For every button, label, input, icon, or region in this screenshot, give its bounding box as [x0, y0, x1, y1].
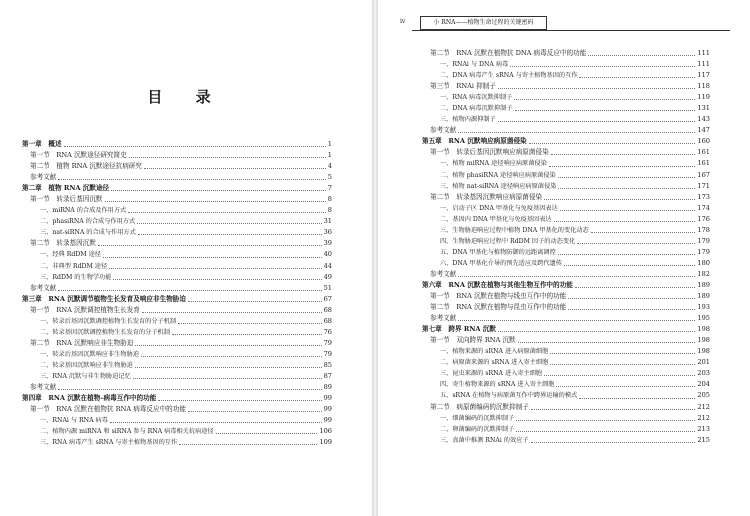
- toc-leader-dots: [588, 55, 695, 56]
- toc-entry-title: 二、病原菌来源的 sRNA 进入寄主细胞: [440, 359, 549, 367]
- toc-page-number: 67: [323, 294, 332, 303]
- toc-page-number: 119: [697, 93, 710, 102]
- toc-page-number: 213: [697, 424, 710, 433]
- toc-leader-dots: [110, 422, 322, 423]
- toc-entry-title: 五、DNA 甲基化与植物防御的远距离调控: [440, 248, 556, 256]
- toc-page-number: 131: [697, 104, 710, 113]
- toc-entry-title: 一、植物来源的 sRNA 进入病原菌细胞: [440, 348, 549, 356]
- toc-entry[interactable]: [422, 214, 710, 225]
- toc-page-number: 179: [697, 247, 710, 256]
- toc-entry-title: 二、转录基因沉默响应非生物胁迫: [40, 361, 133, 369]
- header-book-title: 小 RNA——植物生命过程的关键密码: [420, 16, 547, 30]
- toc-entry[interactable]: [22, 238, 332, 249]
- toc-entry-title: 二、非典型 RdDM 途径: [40, 262, 108, 270]
- toc-entry[interactable]: [22, 161, 332, 172]
- toc-leader-dots: [142, 312, 322, 313]
- toc-entry[interactable]: [422, 346, 710, 357]
- toc-entry-title: 第四章 RNA 沉默在植物–病毒互作中的功能: [22, 394, 157, 403]
- toc-leader-dots: [141, 356, 322, 357]
- toc-entry[interactable]: [422, 269, 710, 280]
- toc-entry[interactable]: [422, 247, 710, 258]
- toc-leader-dots: [129, 157, 326, 158]
- toc-page-number: 179: [697, 236, 710, 245]
- toc-page-number: 212: [697, 413, 710, 422]
- toc-entry-title: 三、生物胁迫响应过程中植物 DNA 甲基化的变化动态: [440, 226, 589, 234]
- toc-entry[interactable]: [422, 125, 710, 136]
- toc-page-number: 40: [323, 250, 332, 259]
- toc-entry[interactable]: [22, 415, 332, 426]
- toc-page-number: 8: [327, 206, 332, 215]
- toc-entry[interactable]: [22, 194, 332, 205]
- toc-page-number: 4: [327, 162, 332, 171]
- right-page: [378, 0, 750, 516]
- toc-entry[interactable]: [22, 360, 332, 371]
- toc-entry-title: 四、生物胁迫响应过程中 RdDM 因子的动态变化: [440, 237, 576, 245]
- toc-entry-title: 三、RNA 沉默与非生物胁迫记忆: [40, 372, 131, 380]
- toc-entry-title: 第二节 转录基因沉默: [30, 239, 96, 248]
- toc-page-number: 87: [323, 371, 332, 380]
- toc-entry[interactable]: [422, 59, 710, 70]
- toc-page-number: 215: [697, 435, 710, 444]
- toc-leader-dots: [591, 232, 696, 233]
- toc-entry[interactable]: [22, 371, 332, 382]
- toc-entry[interactable]: [422, 203, 710, 214]
- toc-entry-title: 第一章 概述: [22, 140, 62, 148]
- toc-entry-title: 一、植物 miRNA 途径响应病原菌侵染: [440, 160, 547, 168]
- toc-entry[interactable]: [422, 170, 710, 181]
- toc-page-number: 193: [697, 303, 710, 312]
- toc-leader-dots: [550, 364, 695, 365]
- toc-entry-title: 参考文献: [30, 283, 57, 292]
- toc-entry[interactable]: [22, 183, 332, 194]
- toc-entry[interactable]: [22, 283, 332, 294]
- toc-entry[interactable]: [422, 48, 710, 59]
- toc-page-number: 198: [697, 336, 710, 345]
- toc-leader-dots: [133, 378, 322, 379]
- toc-leader-dots: [544, 199, 695, 200]
- toc-page-number: 161: [697, 159, 710, 168]
- toc-entry[interactable]: [22, 227, 332, 238]
- toc-leader-dots: [498, 331, 695, 332]
- toc-leader-dots: [458, 320, 695, 321]
- toc-entry[interactable]: [422, 313, 710, 324]
- toc-entry-title: 第二节 RNA 沉默在植物抗 DNA 病毒反应中的功能: [430, 49, 587, 57]
- toc-page-number: 85: [323, 360, 332, 369]
- toc-entry[interactable]: [22, 316, 332, 327]
- toc-page-number: 173: [697, 192, 710, 201]
- toc-leader-dots: [531, 409, 696, 410]
- toc-page-number: 111: [697, 60, 710, 69]
- toc-entry-title: 二、转录基因沉默调控植物生长发育的分子机制: [40, 328, 170, 336]
- toc-leader-dots: [135, 345, 321, 346]
- toc-entry-title: 六、DNA 甲基化介导的预先适应及跨代遗传: [440, 259, 562, 267]
- toc-leader-dots: [558, 177, 696, 178]
- toc-page-number: 31: [323, 217, 332, 226]
- toc-entry[interactable]: [422, 70, 710, 81]
- toc-entry-title: 二、卵菌编码的沉默抑制子: [440, 425, 515, 433]
- toc-entry[interactable]: [22, 261, 332, 272]
- toc-entry-title: 一、miRNA 的合成及作用方式: [40, 207, 127, 215]
- toc-entry[interactable]: [422, 368, 710, 379]
- toc-entry-title: 三、RdDM 的生物学功能: [40, 273, 112, 281]
- toc-entry-title: 第一节 转录后基因沉默响应病原菌侵染: [430, 148, 549, 157]
- toc-leader-dots: [558, 188, 695, 189]
- toc-entry[interactable]: [422, 92, 710, 103]
- toc-page-number: 76: [323, 327, 332, 336]
- toc-leader-dots: [135, 367, 322, 368]
- toc-entry[interactable]: [22, 172, 332, 183]
- toc-page-number: 198: [697, 325, 710, 334]
- toc-page-number: 204: [697, 380, 710, 389]
- toc-entry-title: 第二节 RNA 沉默响应非生物胁迫: [30, 338, 134, 347]
- toc-leader-dots: [138, 234, 322, 235]
- toc-leader-dots: [579, 77, 695, 78]
- toc-page-number: 212: [697, 402, 710, 411]
- toc-leader-dots: [516, 431, 695, 432]
- toc-page-number: 39: [323, 239, 332, 248]
- toc-entry-title: 一、RNA 病毒沉默抑制子: [440, 94, 513, 102]
- toc-page-number: 99: [323, 394, 332, 403]
- toc-entry-title: 第二节 病原菌编码的沉默抑制子: [430, 402, 529, 411]
- toc-leader-dots: [514, 99, 695, 100]
- toc-entry-title: 一、转录后基因沉默调控植物生长发育的分子机制: [40, 317, 177, 325]
- toc-entry-title: 参考文献: [430, 126, 457, 135]
- toc-page-number: 182: [697, 269, 710, 278]
- toc-entry-title: 第一节 RNA 沉默途径研究简史: [30, 151, 127, 160]
- toc-entry-title: 参考文献: [430, 314, 457, 323]
- toc-entry[interactable]: [22, 150, 332, 161]
- toc-entry[interactable]: [22, 294, 332, 305]
- toc-page-number: 79: [323, 349, 332, 358]
- toc-entry-title: 参考文献: [30, 383, 57, 392]
- toc-page-number: 118: [697, 82, 710, 91]
- toc-entry[interactable]: [22, 327, 332, 338]
- toc-leader-dots: [58, 389, 321, 390]
- toc-leader-dots: [568, 298, 695, 299]
- toc-page-number: 147: [697, 126, 710, 135]
- toc-page-number: 109: [319, 438, 332, 447]
- toc-leader-dots: [575, 287, 696, 288]
- toc-leader-dots: [550, 353, 695, 354]
- toc-entry-title: 二、植物 phasiRNA 途径响应病原菌侵染: [440, 171, 556, 179]
- toc-page-number: 5: [327, 173, 332, 182]
- toc-page-number: 99: [323, 416, 332, 425]
- toc-entry-title: 第二节 转录基因沉默响应病原菌侵染: [430, 192, 543, 201]
- toc-leader-dots: [579, 398, 695, 399]
- toc-leader-dots: [516, 420, 695, 421]
- toc-page-number: 161: [697, 148, 710, 157]
- toc-entry-title: 第二节 植物 RNA 沉默途径抗病研究: [30, 162, 142, 171]
- toc-page-number: 36: [323, 228, 332, 237]
- toc-leader-dots: [458, 276, 695, 277]
- toc-entry-title: 二、phasiRNA 的合成与作用方式: [40, 218, 136, 226]
- toc-page-number: 106: [319, 427, 332, 436]
- toc-page-number: 89: [323, 383, 332, 392]
- toc-entry[interactable]: [22, 349, 332, 360]
- toc-entry-title: 参考文献: [30, 173, 57, 182]
- toc-page-number: 203: [697, 369, 710, 378]
- toc-leader-dots: [172, 334, 322, 335]
- toc-entry-title: 一、转录后基因沉默响应非生物胁迫: [40, 350, 139, 358]
- toc-entry[interactable]: [22, 305, 332, 316]
- toc-leader-dots: [564, 265, 695, 266]
- toc-entry[interactable]: [22, 272, 332, 283]
- toc-leader-dots: [531, 442, 696, 443]
- toc-leader-dots: [529, 143, 696, 144]
- toc-page-number: 99: [323, 405, 332, 414]
- toc-entry[interactable]: [422, 225, 710, 236]
- toc-entry-title: 第七章 跨界 RNA 沉默: [422, 325, 496, 334]
- toc-leader-dots: [64, 146, 326, 147]
- toc-entry[interactable]: [422, 81, 710, 92]
- toc-entry[interactable]: [422, 158, 710, 169]
- toc-leader-dots: [544, 375, 695, 376]
- toc-entry[interactable]: [22, 393, 332, 404]
- toc-page-number: 201: [697, 358, 710, 367]
- toc-page-number: 167: [697, 170, 710, 179]
- toc-entry[interactable]: [422, 402, 710, 413]
- toc-leader-dots: [568, 309, 695, 310]
- toc-entry-title: 三、nat-siRNA 的合成与作用方式: [40, 229, 136, 237]
- toc-leader-dots: [103, 257, 322, 258]
- toc-entry-title: 三、RNA 病毒产生 sRNA 与寄主植物基因的互作: [40, 439, 178, 447]
- toc-entry[interactable]: [422, 324, 710, 335]
- toc-page-number: 1: [327, 151, 332, 160]
- toc-leader-dots: [58, 290, 321, 291]
- toc-page-number: 180: [697, 258, 710, 267]
- toc-page-number: 176: [697, 214, 710, 223]
- toc-entry[interactable]: [422, 181, 710, 192]
- left-toc: [22, 139, 332, 448]
- toc-entry-title: 二、DNA 病毒沉默抑制子: [440, 105, 513, 113]
- toc-page-number: 160: [697, 137, 710, 146]
- toc-entry-title: 一、经典 RdDM 途径: [40, 251, 101, 259]
- toc-leader-dots: [549, 166, 696, 167]
- toc-entry[interactable]: [22, 426, 332, 437]
- toc-leader-dots: [109, 268, 321, 269]
- toc-leader-dots: [58, 179, 325, 180]
- toc-page-number: 68: [323, 305, 332, 314]
- toc-entry[interactable]: [422, 413, 710, 424]
- toc-entry-title: 三、植物 nat-siRNA 途径响应病原菌侵染: [440, 182, 557, 190]
- toc-entry-title: 第三章 RNA 沉默调节植物生长发育及响应非生物胁迫: [22, 294, 186, 303]
- toc-entry-title: 一、RNAi 与 DNA 病毒: [440, 61, 509, 69]
- toc-entry[interactable]: [422, 302, 710, 313]
- toc-entry-title: 五、sRNA 在植物与病原菌互作中跨界运输的模式: [440, 392, 578, 400]
- toc-leader-dots: [105, 201, 326, 202]
- toc-entry[interactable]: [422, 379, 710, 390]
- toc-entry[interactable]: [422, 424, 710, 435]
- toc-leader-dots: [556, 386, 695, 387]
- toc-leader-dots: [577, 243, 695, 244]
- toc-entry-title: 参考文献: [430, 269, 457, 278]
- toc-entry[interactable]: [422, 147, 710, 158]
- header-page-number: iv: [400, 18, 406, 25]
- toc-page-number: 1: [327, 140, 332, 148]
- toc-page-number: 79: [323, 338, 332, 347]
- toc-page-number: 205: [697, 391, 710, 400]
- toc-entry[interactable]: [422, 136, 710, 147]
- header-rule: [412, 30, 730, 31]
- toc-leader-dots: [558, 254, 696, 255]
- toc-entry[interactable]: [22, 437, 332, 448]
- toc-entry[interactable]: [422, 357, 710, 368]
- toc-leader-dots: [216, 433, 318, 434]
- toc-page-number: 7: [327, 184, 332, 193]
- toc-entry-title: 第一节 RNA 沉默在植物与线虫互作中的功能: [430, 292, 567, 301]
- toc-entry[interactable]: [422, 280, 710, 291]
- toc-entry-title: 第三节 RNAi 抑制子: [430, 82, 496, 91]
- toc-leader-dots: [515, 110, 696, 111]
- toc-page-number: 143: [697, 115, 710, 124]
- toc-entry-title: 第二节 RNA 沉默在植物与昆虫互作中的功能: [430, 303, 567, 312]
- toc-entry[interactable]: [22, 382, 332, 393]
- toc-leader-dots: [128, 212, 326, 213]
- toc-page-number: 189: [697, 280, 710, 289]
- toc-leader-dots: [144, 168, 326, 169]
- toc-page-number: 117: [697, 71, 710, 80]
- toc-entry-title: 一、RNAi 与 RNA 病毒: [40, 417, 108, 425]
- toc-page-number: 198: [697, 347, 710, 356]
- page-title: 目 录: [147, 88, 225, 106]
- toc-entry-title: 二、DNA 病毒产生 sRNA 与寄主植物基因的互作: [440, 72, 578, 80]
- toc-leader-dots: [158, 400, 321, 401]
- toc-entry[interactable]: [22, 404, 332, 415]
- toc-leader-dots: [551, 154, 696, 155]
- toc-leader-dots: [178, 323, 321, 324]
- toc-leader-dots: [111, 190, 326, 191]
- toc-leader-dots: [179, 444, 317, 445]
- toc-page-number: 68: [323, 316, 332, 325]
- toc-entry-title: 一、细菌编码的沉默抑制子: [440, 414, 515, 422]
- toc-page-number: 195: [697, 314, 710, 323]
- left-page: [0, 0, 372, 516]
- toc-entry[interactable]: [22, 338, 332, 349]
- toc-entry-title: 第一节 转录后基因沉默: [30, 195, 103, 204]
- toc-entry-title: 第六章 RNA 沉默在植物与其他生物互作中的功能: [422, 280, 573, 289]
- toc-page-number: 171: [697, 181, 710, 190]
- toc-entry-title: 第一节 双向跨界 RNA 沉默: [430, 336, 516, 345]
- toc-leader-dots: [498, 121, 696, 122]
- toc-entry[interactable]: [22, 216, 332, 227]
- toc-entry[interactable]: [22, 249, 332, 260]
- toc-entry-title: 第一节 RNA 沉默在植物抗 RNA 病毒反应中的功能: [30, 405, 186, 414]
- toc-leader-dots: [113, 279, 321, 280]
- toc-page-number: 189: [697, 292, 710, 301]
- toc-entry[interactable]: [22, 205, 332, 216]
- toc-entry[interactable]: [422, 390, 710, 401]
- toc-entry-title: 三、植物内源抑制子: [440, 116, 496, 124]
- toc-page-number: 111: [697, 49, 710, 57]
- toc-page-number: 174: [697, 203, 710, 212]
- toc-entry[interactable]: [22, 139, 332, 150]
- toc-leader-dots: [510, 66, 695, 67]
- toc-entry[interactable]: [422, 192, 710, 203]
- toc-leader-dots: [518, 342, 696, 343]
- toc-leader-dots: [137, 223, 321, 224]
- toc-page-number: 51: [323, 283, 332, 292]
- toc-entry[interactable]: [422, 236, 710, 247]
- running-header: [400, 10, 730, 32]
- toc-entry-title: 第五章 RNA 沉默响应病原菌侵染: [422, 137, 527, 146]
- toc-entry[interactable]: [422, 435, 710, 446]
- toc-entry-title: 第一节 RNA 沉默调控植物生长发育: [30, 305, 140, 314]
- toc-page-number: 178: [697, 225, 710, 234]
- toc-page-number: 49: [323, 272, 332, 281]
- toc-leader-dots: [560, 210, 696, 211]
- toc-leader-dots: [554, 221, 696, 222]
- toc-entry[interactable]: [422, 114, 710, 125]
- toc-entry[interactable]: [422, 103, 710, 114]
- right-toc: [422, 48, 710, 446]
- toc-entry-title: 一、启动子区 DNA 甲基化与免疫基因表达: [440, 204, 558, 212]
- toc-leader-dots: [458, 132, 695, 133]
- toc-leader-dots: [498, 88, 696, 89]
- toc-leader-dots: [188, 301, 322, 302]
- toc-entry-title: 三、真菌中推测 RNAi 的效应子: [440, 436, 529, 444]
- toc-page-number: 8: [327, 195, 332, 204]
- toc-leader-dots: [188, 411, 322, 412]
- toc-entry[interactable]: [422, 291, 710, 302]
- toc-entry-title: 二、基因内 DNA 甲基化与免疫基因表达: [440, 215, 552, 223]
- toc-entry-title: 三、昆虫来源的 sRNA 进入寄主细胞: [440, 370, 543, 378]
- toc-entry-title: 四、寄生植物来源的 sRNA 进入寄主细胞: [440, 381, 555, 389]
- toc-entry[interactable]: [422, 258, 710, 269]
- toc-page-number: 44: [323, 261, 332, 270]
- toc-entry[interactable]: [422, 335, 710, 346]
- toc-leader-dots: [98, 245, 322, 246]
- toc-entry-title: 第二章 植物 RNA 沉默途径: [22, 184, 110, 193]
- toc-entry-title: 二、植物内源 miRNA 和 siRNA 参与 RNA 病毒相关抗病途径: [40, 428, 214, 436]
